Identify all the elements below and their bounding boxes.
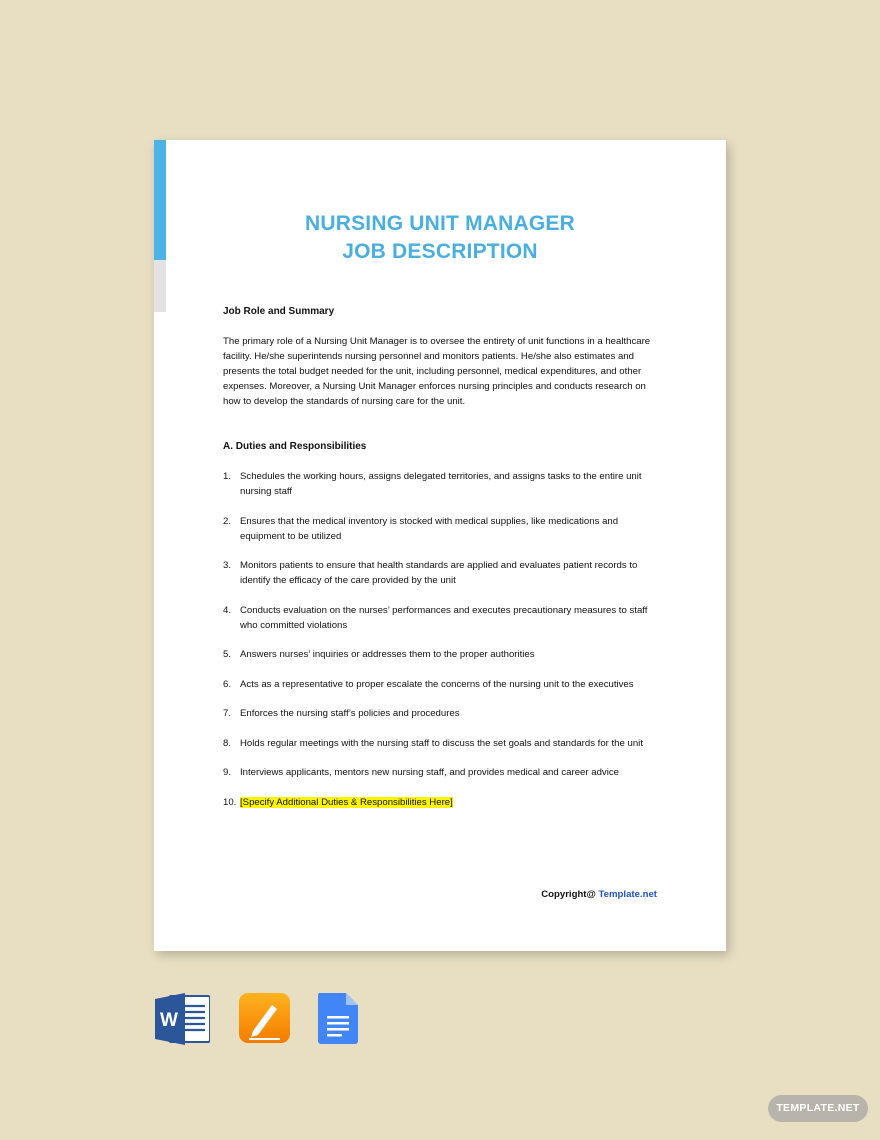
watermark-badge: TEMPLATE.NET xyxy=(768,1095,868,1122)
document-body xyxy=(223,304,663,824)
google-docs-icon[interactable] xyxy=(318,993,358,1045)
list-item-text: Interviews applicants, mentors new nursing staff, and provides medical and career advice xyxy=(240,767,619,778)
list-number: 10. xyxy=(223,796,237,808)
list-item xyxy=(223,795,663,810)
document-page xyxy=(154,140,726,951)
list-number: 6. xyxy=(223,678,232,690)
word-icon[interactable] xyxy=(155,993,210,1045)
title-line-1: NURSING UNIT MANAGER xyxy=(305,212,575,235)
list-item-text: Acts as a representative to proper escalate the concerns of the nursing unit to the executives xyxy=(240,678,634,690)
title-line-2: JOB DESCRIPTION xyxy=(342,240,538,263)
list-item xyxy=(223,706,663,721)
list-number: 9. xyxy=(223,767,232,778)
copyright-brand-link[interactable]: Template.net xyxy=(598,889,657,900)
list-item xyxy=(223,603,663,633)
list-item xyxy=(223,765,663,780)
copyright-prefix: Copyright@ xyxy=(541,889,599,900)
list-item-text: Monitors patients to ensure that health standards are applied and evaluates patient records to identify the efficacy of the care provided by the unit xyxy=(240,560,638,586)
list-item xyxy=(223,736,663,751)
list-number: 3. xyxy=(223,560,232,571)
list-item xyxy=(223,647,663,662)
pages-icon[interactable] xyxy=(239,993,290,1045)
list-item-text: Conducts evaluation on the nurses’ performances and executes precautionary measures to staff who committed violations xyxy=(240,604,648,631)
summary-paragraph: The primary role of a Nursing Unit Manager is to oversee the entirety of unit functions in a healthcare facility. He/she superintends nursing personnel and monitors patients. He/she also estimates and presents the total budget needed for the unit, including personnel, medical expenditures, and other expenses. Moreover, a Nursing Unit Manager enforces nursing principles and conducts research on how to develop the standards of nursing care for the unit. xyxy=(223,336,651,407)
placeholder-highlight[interactable]: [Specify Additional Duties & Responsibilities Here] xyxy=(240,796,453,808)
list-number: 8. xyxy=(223,737,232,749)
list-item xyxy=(223,469,663,499)
copyright-line xyxy=(541,889,657,900)
document-title xyxy=(154,210,726,266)
word-letter: W xyxy=(160,1010,178,1031)
list-item xyxy=(223,514,663,544)
list-item-text: Enforces the nursing staff’s policies and procedures xyxy=(240,708,460,719)
list-number: 7. xyxy=(223,708,232,719)
list-item-text: Schedules the working hours, assigns delegated territories, and assigns tasks to the entire unit nursing staff xyxy=(240,471,642,497)
list-item-text: Answers nurses’ inquiries or addresses them to the proper authorities xyxy=(240,649,535,660)
section-heading-duties: A. Duties and Responsibilities xyxy=(223,441,367,452)
list-number: 5. xyxy=(223,649,232,660)
section-heading-role: Job Role and Summary xyxy=(223,306,335,317)
list-item xyxy=(223,558,663,588)
list-item xyxy=(223,677,663,692)
list-number: 4. xyxy=(223,604,232,616)
accent-bar-grey xyxy=(154,260,166,312)
list-number: 1. xyxy=(223,471,232,482)
list-item-text: Holds regular meetings with the nursing staff to discuss the set goals and standards for the unit xyxy=(240,737,643,749)
duties-list xyxy=(223,469,663,810)
list-number: 2. xyxy=(223,515,232,527)
list-item-text: Ensures that the medical inventory is stocked with medical supplies, like medications and equipment to be utilized xyxy=(240,515,619,542)
